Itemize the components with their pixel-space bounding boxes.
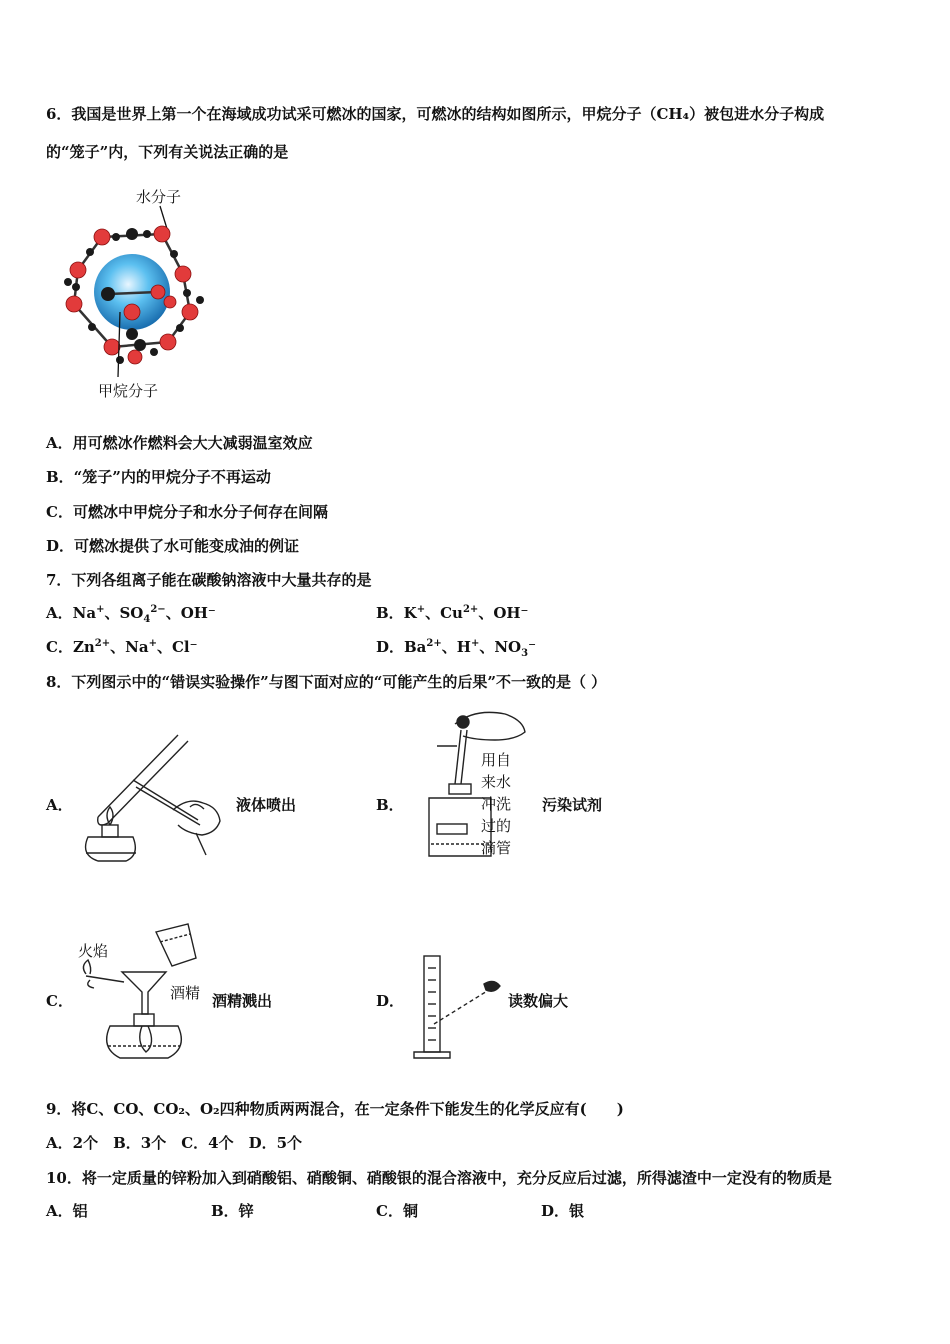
q10-option-a[interactable]: A．铝 — [46, 1202, 88, 1220]
q6-option-c[interactable]: C．可燃冰中甲烷分子和水分子何存在间隔 — [46, 503, 328, 521]
q7-option-c[interactable]: C．$Zn^{2+}$、Na+、Cl⁻ — [46, 638, 198, 656]
q8-option-a-result: 液体喷出 — [236, 796, 297, 814]
q7-option-b[interactable]: B．K+、$Cu^{2+}$、OH⁻ — [376, 604, 529, 622]
q6-option-a[interactable]: A．用可燃冰作燃料会大大减弱温室效应 — [46, 434, 313, 452]
q9-stem: 9．将C、CO、CO₂、O₂四种物质两两混合，在一定条件下能发生的化学反应有( ) — [46, 1100, 624, 1118]
dropper-note-1: 用自 — [481, 751, 512, 769]
q7-option-a[interactable]: A．Na+、$SO_4^{2-}$、OH⁻ — [46, 604, 216, 625]
dropper-note-2: 来水 — [481, 773, 512, 791]
q6-option-d[interactable]: D．可燃冰提供了水可能变成油的例证 — [46, 537, 300, 555]
q10-stem: 10．将一定质量的锌粉加入到硝酸铝、硝酸铜、硝酸银的混合溶液中，充分反应后过滤，所得滤渣中一定没有的物质是 — [46, 1169, 832, 1187]
q6-option-b[interactable]: B．“笼子”内的甲烷分子不再运动 — [46, 468, 271, 486]
flame-label: 火焰 — [78, 942, 109, 960]
water-molecule-label: 水分子 — [136, 188, 182, 206]
q8-option-d-letter[interactable]: D． — [376, 992, 405, 1010]
q9-options[interactable]: A．2个 B．3个 C．4个 D．5个 — [46, 1134, 303, 1152]
q10-option-b[interactable]: B．锌 — [211, 1202, 254, 1220]
dropper-note-5: 滴管 — [481, 839, 512, 857]
methane-molecule-label: 甲烷分子 — [98, 382, 159, 400]
q8-option-d-result: 读数偏大 — [508, 992, 569, 1010]
q10-option-c[interactable]: C．铜 — [376, 1202, 418, 1220]
q8-option-b-letter[interactable]: B． — [376, 796, 404, 814]
q7-stem: 7．下列各组离子能在碳酸钠溶液中大量共存的是 — [46, 571, 372, 589]
q8-stem: 8．下列图示中的“错误实验操作”与图下面对应的“可能产生的后果”不一致的是（ ） — [46, 673, 607, 691]
dropper-bottle-figure — [415, 706, 535, 866]
graduated-cylinder-figure — [410, 950, 505, 1062]
heating-test-tube-figure — [78, 725, 228, 870]
q6-stem-line2: 的“笼子”内，下列有关说法正确的是 — [46, 143, 289, 161]
q8-option-b-result: 污染试剂 — [542, 796, 603, 814]
dropper-note-4: 过的 — [481, 817, 512, 835]
combustible-ice-figure — [50, 182, 220, 404]
q8-option-c-result: 酒精溅出 — [212, 992, 273, 1010]
q8-option-c-letter[interactable]: C． — [46, 992, 73, 1010]
alcohol-label: 酒精 — [170, 984, 201, 1002]
q10-option-d[interactable]: D．银 — [541, 1202, 585, 1220]
spirit-lamp-refill-figure — [76, 918, 206, 1063]
q8-option-a-letter[interactable]: A． — [46, 796, 73, 814]
q7-option-d[interactable]: D．$Ba^{2+}$、H+、$NO_3^-$ — [376, 638, 536, 659]
q6-stem-line1: 6．我国是世界上第一个在海域成功试采可燃冰的国家，可燃冰的结构如图所示，甲烷分子（CH₄）被包进水分子构成 — [46, 105, 825, 123]
dropper-note-3: 冲洗 — [481, 795, 512, 813]
